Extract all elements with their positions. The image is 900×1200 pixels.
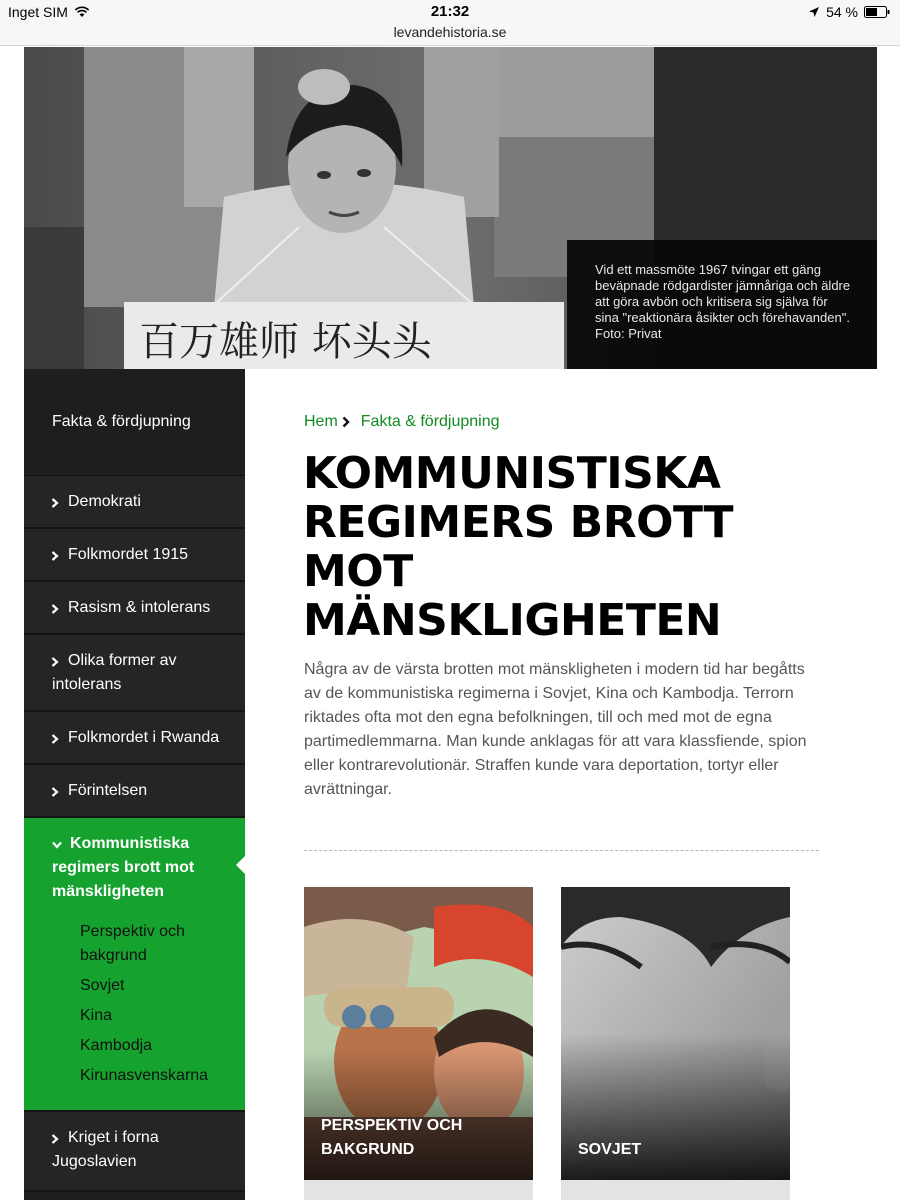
chevron-right-icon	[51, 1134, 59, 1144]
sidebar-item-demokrati[interactable]	[24, 476, 245, 529]
chevron-right-icon	[51, 498, 59, 508]
page-title: KOMMUNISTISKA REGIMERS BROTT MOT MÄNSKLIGHETEN	[303, 448, 734, 646]
clock: 21:32	[430, 3, 470, 20]
hero-sign-text: 百万雄师 坏头头	[139, 319, 432, 365]
subnav-item-kina[interactable]: Kina	[80, 1007, 113, 1024]
chevron-down-icon	[52, 841, 62, 849]
battery-icon	[864, 6, 890, 18]
section-divider	[304, 850, 819, 851]
subnav-item-sovjet[interactable]: Sovjet	[80, 977, 125, 994]
chevron-right-icon	[51, 657, 59, 667]
card-footer	[304, 1180, 533, 1200]
card-image-portrait	[561, 887, 790, 1180]
card-title: SOVJET	[578, 1141, 642, 1158]
carrier-label: Inget SIM	[8, 4, 68, 20]
sidebar-item-olika-former[interactable]	[24, 635, 245, 712]
sidebar-nav	[24, 369, 245, 1200]
location-arrow-icon	[808, 6, 820, 18]
battery-percent: 54 %	[826, 4, 858, 20]
sidebar-item-folkmordet-1915[interactable]	[24, 529, 245, 582]
active-indicator-notch	[236, 856, 245, 874]
chevron-right-icon	[51, 734, 59, 744]
status-right	[808, 4, 890, 20]
sidebar-item-label: Folkmordet 1915	[68, 546, 189, 563]
sidebar-subnav	[52, 920, 233, 1088]
web-page	[24, 47, 877, 1200]
sidebar-item-rwanda[interactable]	[24, 712, 245, 765]
chevron-right-icon	[342, 416, 350, 428]
sidebar-item-label: Folkmordet i Rwanda	[68, 729, 220, 746]
sidebar-item-forintelsen[interactable]	[24, 765, 245, 818]
sidebar-item-label: Demokrati	[68, 493, 141, 510]
hero-photo	[24, 47, 877, 369]
sidebar-heading[interactable]: Fakta & fördjupning	[24, 369, 245, 476]
card-footer	[561, 1180, 790, 1200]
status-bar	[0, 0, 900, 46]
subnav-item-kirunasvenskarna[interactable]: Kirunasvenskarna	[80, 1067, 209, 1084]
subnav-item-kambodja[interactable]: Kambodja	[80, 1037, 153, 1054]
sidebar-item-label: Rasism & intolerans	[68, 599, 211, 616]
card-perspektiv[interactable]	[304, 887, 533, 1180]
sidebar-item-rasism[interactable]	[24, 582, 245, 635]
main-content	[245, 369, 877, 1200]
card-sovjet[interactable]	[561, 887, 790, 1180]
card-title: PERSPEKTIV OCH BAKGRUND	[321, 1117, 463, 1158]
chevron-right-icon	[51, 551, 59, 561]
sidebar-item-kommunistiska-active[interactable]	[24, 818, 245, 1112]
chevron-right-icon	[51, 604, 59, 614]
photo-caption: Vid ett massmöte 1967 tvingar ett gäng beväpnade rödgardister jämnåriga och äldre att göra avbön och kritisera sig själva för sina "reaktionära åsikter och förehavanden". Foto: Privat	[567, 240, 877, 369]
sidebar-item-label: Förintelsen	[68, 782, 148, 799]
breadcrumb	[304, 413, 500, 431]
breadcrumb-home-link[interactable]: Hem	[304, 413, 338, 430]
address-bar-url[interactable]: levandehistoria.se	[393, 24, 507, 40]
breadcrumb-current-link[interactable]: Fakta & fördjupning	[360, 413, 500, 430]
sidebar-item-label: Olika former av intolerans	[52, 652, 177, 693]
chevron-right-icon	[51, 787, 59, 797]
sidebar-active-label: Kommunistiska regimers brott mot mänskligheten	[52, 835, 195, 900]
sidebar-item-label: Kriget i forna Jugoslavien	[52, 1129, 159, 1170]
subnav-item-perspektiv[interactable]: Perspektiv och bakgrund	[80, 923, 185, 964]
sidebar-item-jugoslavien[interactable]	[24, 1112, 245, 1192]
intro-paragraph: Några av de värsta brotten mot mänskligheten i modern tid har begåtts av de kommunistiska regimerna i Sovjet, Kina och Kambodja. Terrorn riktades ofta mot den egna befolkningen, till och med mot de egna partimedlemmarna. Man kunde anklagas för att vara klassfiende, spion eller kontrarevolutionär. Straffen kunde vara deportation, tortyr eller avrättningar.	[304, 661, 807, 798]
